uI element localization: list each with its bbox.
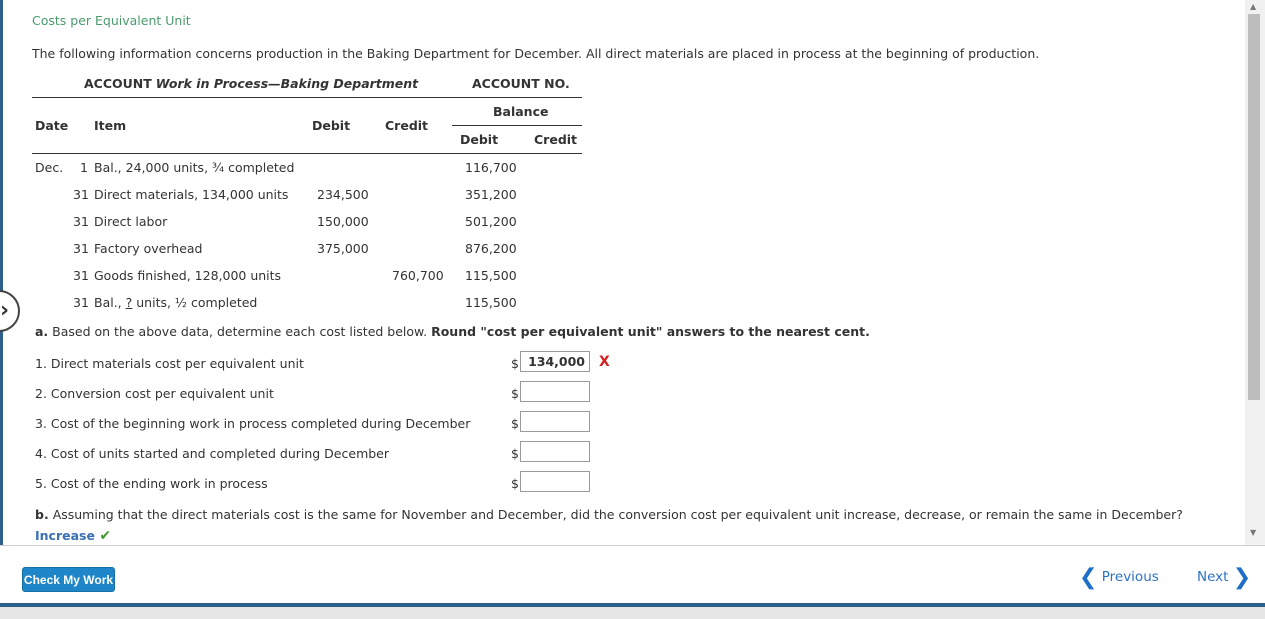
col-debit: Debit — [312, 118, 351, 133]
table-top-rule — [32, 97, 582, 98]
account-name: Work in Process—Baking Department — [155, 76, 419, 91]
row-item: Direct materials, 134,000 units — [94, 187, 289, 202]
question-label: 2. Conversion cost per equivalent unit — [35, 386, 274, 401]
row-balance: 115,500 — [465, 268, 517, 283]
correct-check-icon: ✔ — [99, 528, 112, 544]
row-item — [94, 295, 257, 310]
previous-label: Previous — [1101, 569, 1159, 585]
col-balance-debit: Debit — [460, 132, 499, 147]
row-month: Dec. — [35, 160, 64, 175]
col-credit: Credit — [385, 118, 429, 133]
row-balance: 115,500 — [465, 295, 517, 310]
row-item: Goods finished, 128,000 units — [94, 268, 282, 283]
account-title — [84, 76, 418, 91]
row-day: 31 — [73, 214, 89, 229]
question-label: 1. Direct materials cost per equivalent unit — [35, 356, 304, 371]
row-balance: 351,200 — [465, 187, 517, 202]
col-balance: Balance — [493, 104, 549, 119]
part-b-prefix: b. — [35, 507, 49, 522]
direct-materials-cost-input[interactable] — [520, 351, 590, 372]
next-link[interactable] — [1197, 565, 1251, 590]
question-label: 5. Cost of the ending work in process — [35, 476, 268, 491]
part-a-rounding-note: Round "cost per equivalent unit" answers to the nearest cent. — [431, 324, 870, 339]
scroll-up-icon[interactable]: ▲ — [1250, 2, 1257, 11]
row-item-suffix: units, ½ completed — [132, 295, 258, 310]
part-a-prefix: a. — [35, 324, 49, 339]
chevron-right-icon: › — [0, 298, 10, 323]
bottom-strip — [0, 607, 1265, 619]
row-debit: 375,000 — [317, 241, 369, 256]
footer — [0, 545, 1265, 606]
row-credit: 760,700 — [392, 268, 444, 283]
chevron-right-icon: ❯ — [1232, 565, 1252, 590]
row-day: 31 — [73, 295, 89, 310]
incorrect-mark-icon: X — [599, 354, 610, 370]
row-day: 31 — [73, 241, 89, 256]
col-date: Date — [35, 118, 69, 133]
col-balance-credit: Credit — [534, 132, 578, 147]
question-label: 4. Cost of units started and completed during December — [35, 446, 390, 461]
row-day: 31 — [73, 268, 89, 283]
next-label: Next — [1197, 569, 1229, 585]
balance-rule — [452, 125, 582, 126]
currency-symbol: $ — [511, 416, 519, 431]
beginning-wip-cost-input[interactable] — [520, 411, 590, 432]
part-b-text: Assuming that the direct materials cost is the same for November and December, did the conversion cost per equivalent unit increase, decrease, or remain the same in December? — [52, 507, 1183, 522]
row-day: 31 — [73, 187, 89, 202]
row-item: Direct labor — [94, 214, 168, 229]
col-item: Item — [94, 118, 127, 133]
unknown-units-mark: ? — [125, 295, 133, 310]
row-balance: 501,200 — [465, 214, 517, 229]
part-b-answer-text: Increase — [35, 528, 95, 543]
question-label: 3. Cost of the beginning work in process completed during December — [35, 416, 471, 431]
chevron-left-icon: ❮ — [1079, 565, 1098, 590]
row-item: Bal., 24,000 units, ¾ completed — [94, 160, 295, 175]
part-b-answer[interactable] — [35, 528, 111, 544]
account-label: ACCOUNT — [84, 76, 152, 91]
account-number-label: ACCOUNT NO. — [472, 76, 570, 91]
part-a-text: Based on the above data, determine each cost listed below. — [52, 324, 428, 339]
currency-symbol: $ — [511, 476, 519, 491]
row-balance: 876,200 — [465, 241, 517, 256]
started-completed-cost-input[interactable] — [520, 441, 590, 462]
row-item-prefix: Bal., — [94, 295, 126, 310]
check-my-work-button[interactable]: Check My Work — [22, 567, 115, 592]
row-day: 1 — [80, 160, 88, 175]
row-item: Factory overhead — [94, 241, 203, 256]
intro-text: The following information concerns production in the Baking Department for December. All direct materials are placed in process at the beginning of production. — [32, 46, 1040, 61]
scroll-down-icon[interactable]: ▼ — [1250, 528, 1257, 537]
page-title: Costs per Equivalent Unit — [32, 13, 191, 28]
table-header-rule — [32, 153, 582, 154]
part-a-instructions — [35, 324, 870, 339]
row-balance: 116,700 — [465, 160, 517, 175]
ending-wip-cost-input[interactable] — [520, 471, 590, 492]
row-debit: 150,000 — [317, 214, 369, 229]
scrollbar-thumb[interactable] — [1248, 14, 1260, 400]
currency-symbol: $ — [511, 386, 519, 401]
part-b-question — [35, 507, 1183, 522]
row-debit: 234,500 — [317, 187, 369, 202]
currency-symbol: $ — [511, 446, 519, 461]
conversion-cost-input[interactable] — [520, 381, 590, 402]
currency-symbol: $ — [511, 356, 519, 371]
previous-link[interactable] — [1079, 565, 1159, 590]
